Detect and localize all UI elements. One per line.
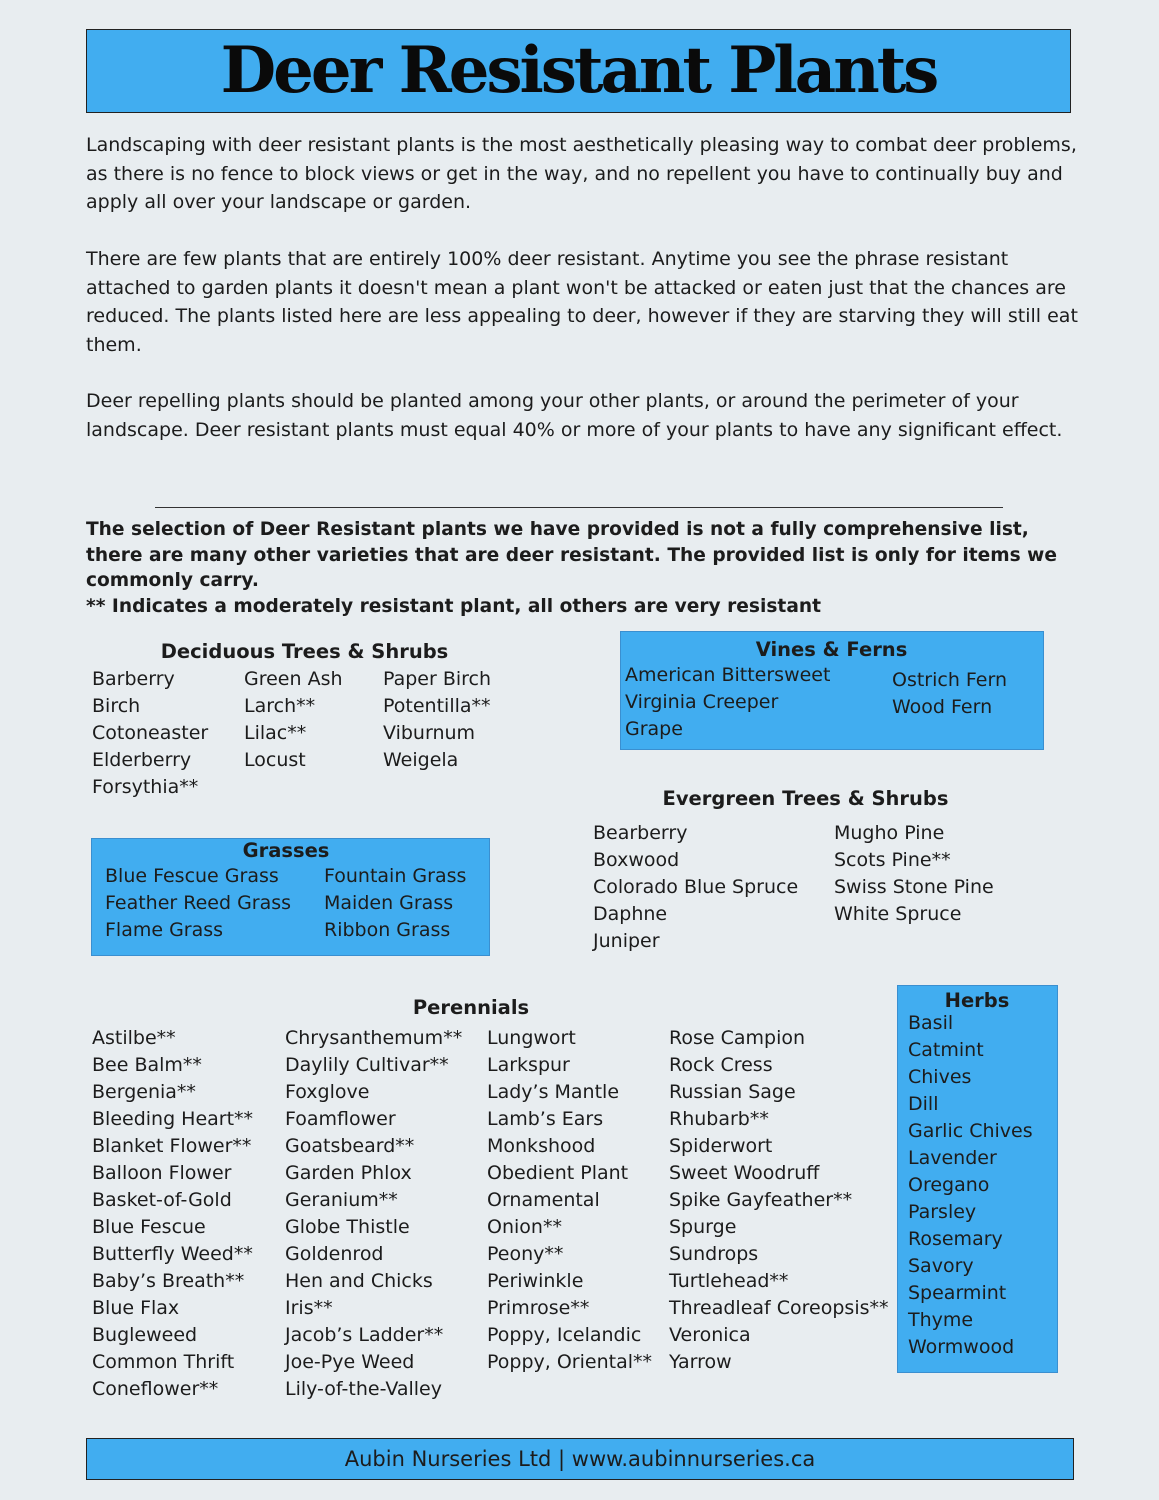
vines-ferns-box [620, 631, 1044, 750]
grasses-col-2 [324, 863, 466, 944]
plant-item: Dill [908, 1093, 939, 1115]
plant-item: Wood Fern [892, 696, 993, 718]
intro-paragraph-1: Landscaping with deer resistant plants is the most aesthetically pleasing way to combat deer problems, as there is no fence to block views or get in the way, and no repellent you have to continually buy and apply all over your landscape or garden. [86, 134, 1077, 213]
deciduous-col-1 [92, 666, 208, 801]
plant-item: Chrysanthemum** [285, 1027, 463, 1049]
grasses-title: Grasses [242, 839, 330, 862]
plant-item: Sweet Woodruff [669, 1162, 820, 1184]
perennials-col-3 [487, 1025, 652, 1376]
page-title: Deer Resistant Plants [220, 33, 937, 108]
plant-item: Scots Pine** [834, 849, 951, 871]
plant-item: Barberry [92, 668, 175, 690]
plant-item: Bee Balm** [92, 1054, 202, 1076]
herbs-box [897, 985, 1058, 1373]
plant-item: Spearmint [908, 1282, 1007, 1304]
plant-item: Chives [908, 1066, 972, 1088]
plant-item: Blanket Flower** [92, 1135, 252, 1157]
deciduous-title: Deciduous Trees & Shrubs [160, 640, 449, 663]
plant-item: Balloon Flower [92, 1162, 232, 1184]
plant-item: Locust [244, 749, 306, 771]
plant-item: Butterfly Weed** [92, 1243, 253, 1265]
vines-col-1 [625, 662, 830, 743]
plant-item: Catmint [908, 1039, 984, 1061]
plant-item: Spurge [669, 1216, 737, 1238]
plant-item: Russian Sage [669, 1081, 796, 1103]
plant-item: Fountain Grass [324, 865, 467, 887]
plant-item: Lady’s Mantle [487, 1081, 620, 1103]
plant-item: Rock Cress [669, 1054, 773, 1076]
plant-item: Cotoneaster [92, 722, 209, 744]
plant-item: Turtlehead** [669, 1270, 789, 1292]
plant-item: Daphne [593, 903, 668, 925]
plant-item: Viburnum [383, 722, 476, 744]
plant-item: Ribbon Grass [324, 919, 451, 941]
disclaimer [86, 517, 1086, 620]
deciduous-col-2 [244, 666, 343, 774]
perennials-col-1 [92, 1025, 253, 1403]
plant-item: Basket-of-Gold [92, 1189, 232, 1211]
plant-item: Swiss Stone Pine [834, 876, 994, 898]
plant-item: Rosemary [908, 1228, 1003, 1250]
plant-item: Ostrich Fern [892, 669, 1008, 691]
plant-item: Foxglove [285, 1081, 370, 1103]
plant-item: Poppy, Icelandic [487, 1324, 642, 1346]
plant-item: Feather Reed Grass [105, 892, 292, 914]
grasses-col-1 [105, 863, 291, 944]
plant-item: Blue Fescue Grass [105, 865, 279, 887]
plant-item: Lamb’s Ears [487, 1108, 604, 1130]
evergreen-col-2 [834, 820, 994, 928]
plant-item: Grape [625, 718, 683, 740]
plant-item: Garlic Chives [908, 1120, 1033, 1142]
plant-item: Thyme [908, 1309, 974, 1331]
plant-item: Savory [908, 1255, 974, 1277]
plant-item: Primrose** [487, 1297, 590, 1319]
plant-item: Blue Fescue [92, 1216, 206, 1238]
plant-item: Bugleweed [92, 1324, 198, 1346]
deciduous-col-3 [383, 666, 491, 774]
plant-item: Rhubarb** [669, 1108, 769, 1130]
plant-item: Parsley [908, 1201, 977, 1223]
perennials-col-2 [285, 1025, 462, 1403]
plant-item: Maiden Grass [324, 892, 454, 914]
plant-item: Colorado Blue Spruce [593, 876, 799, 898]
grasses-box [91, 838, 490, 956]
disclaimer-note: ** Indicates a moderately resistant plant, all others are very resistant [86, 596, 821, 618]
plant-item: Green Ash [244, 668, 343, 690]
perennials-col-4 [669, 1025, 889, 1376]
plant-item: Weigela [383, 749, 459, 771]
plant-item: Monkshood [487, 1135, 596, 1157]
plant-item: Flame Grass [105, 919, 224, 941]
plant-item: Daylily Cultivar** [285, 1054, 449, 1076]
plant-item: Veronica [669, 1324, 751, 1346]
plant-item: Peony** [487, 1243, 564, 1265]
plant-item: Oregano [908, 1174, 990, 1196]
plant-item: Astilbe** [92, 1027, 176, 1049]
plant-item: Goldenrod [285, 1243, 384, 1265]
plant-item: Blue Flax [92, 1297, 180, 1319]
plant-item: Goatsbeard** [285, 1135, 415, 1157]
plant-item: Joe-Pye Weed [285, 1351, 415, 1373]
plant-item: Boxwood [593, 849, 680, 871]
plant-item: Lilac** [244, 722, 307, 744]
plant-item: Lavender [908, 1147, 997, 1169]
plant-item: Potentilla** [383, 695, 491, 717]
plant-item: Wormwood [908, 1336, 1015, 1358]
plant-item: Basil [908, 1012, 954, 1034]
intro-paragraph-3: Deer repelling plants should be planted among your other plants, or around the perimeter of your landscape. Deer resistant plants must equal 40% or more of your plants to have any significant effect. [86, 390, 1063, 441]
plant-item: Ornamental [487, 1189, 600, 1211]
plant-item: Lungwort [487, 1027, 576, 1049]
plant-item: Garden Phlox [285, 1162, 412, 1184]
plant-item: Birch [92, 695, 141, 717]
plant-item: Bergenia** [92, 1081, 196, 1103]
plant-item: Spiderwort [669, 1135, 773, 1157]
plant-item: Lily-of-the-Valley [285, 1378, 442, 1400]
plant-item: Larkspur [487, 1054, 570, 1076]
plant-item: Iris** [285, 1297, 333, 1319]
plant-item: Hen and Chicks [285, 1270, 433, 1292]
herbs-title: Herbs [944, 989, 1010, 1012]
vines-title: Vines & Ferns [755, 638, 908, 661]
plant-item: Jacob’s Ladder** [285, 1324, 444, 1346]
plant-item: Forsythia** [92, 776, 199, 798]
plant-item: Poppy, Oriental** [487, 1351, 652, 1373]
plant-item: Juniper [593, 930, 660, 952]
footer-text: Aubin Nurseries Ltd | www.aubinnurseries.ca [344, 1447, 816, 1471]
plant-item: Yarrow [669, 1351, 732, 1373]
plant-item: Onion** [487, 1216, 562, 1238]
plant-item: Spike Gayfeather** [669, 1189, 853, 1211]
plant-item: Geranium** [285, 1189, 398, 1211]
plant-item: White Spruce [834, 903, 962, 925]
plant-item: Bleeding Heart** [92, 1108, 254, 1130]
plant-item: Larch** [244, 695, 316, 717]
title-banner [86, 29, 1071, 113]
plant-item: Bearberry [593, 822, 688, 844]
evergreen-title: Evergreen Trees & Shrubs [662, 787, 949, 810]
evergreen-col-1 [593, 820, 798, 955]
plant-item: Rose Campion [669, 1027, 806, 1049]
plant-item: Mugho Pine [834, 822, 945, 844]
footer-bar [86, 1438, 1074, 1480]
plant-item: Globe Thistle [285, 1216, 410, 1238]
plant-item: Sundrops [669, 1243, 759, 1265]
plant-item: Threadleaf Coreopsis** [669, 1297, 889, 1319]
intro-paragraph-2: There are few plants that are entirely 100% deer resistant. Anytime you see the phrase resistant attached to garden plants it doesn't mean a plant won't be attacked or eaten just that the chances are reduced. The plants listed here are less appealing to deer, however if they are starving they will still eat them. [86, 248, 1078, 356]
plant-item: Coneflower** [92, 1378, 219, 1400]
plant-item: Periwinkle [487, 1270, 584, 1292]
divider [155, 507, 1003, 508]
plant-item: Elderberry [92, 749, 192, 771]
plant-item: Virginia Creeper [625, 691, 779, 713]
herbs-list [908, 1010, 1033, 1361]
disclaimer-text: The selection of Deer Resistant plants we have provided is not a fully comprehensive list, there are many other varieties that are deer resistant. The provided list is only for items we commonly carry. [86, 519, 1057, 592]
perennials-title: Perennials [412, 996, 530, 1019]
plant-item: Common Thrift [92, 1351, 235, 1373]
plant-item: Obedient Plant [487, 1162, 629, 1184]
vines-col-2 [892, 667, 1007, 721]
plant-item: Paper Birch [383, 668, 492, 690]
plant-item: Foamflower [285, 1108, 396, 1130]
plant-item: American Bittersweet [625, 664, 831, 686]
plant-item: Baby’s Breath** [92, 1270, 245, 1292]
